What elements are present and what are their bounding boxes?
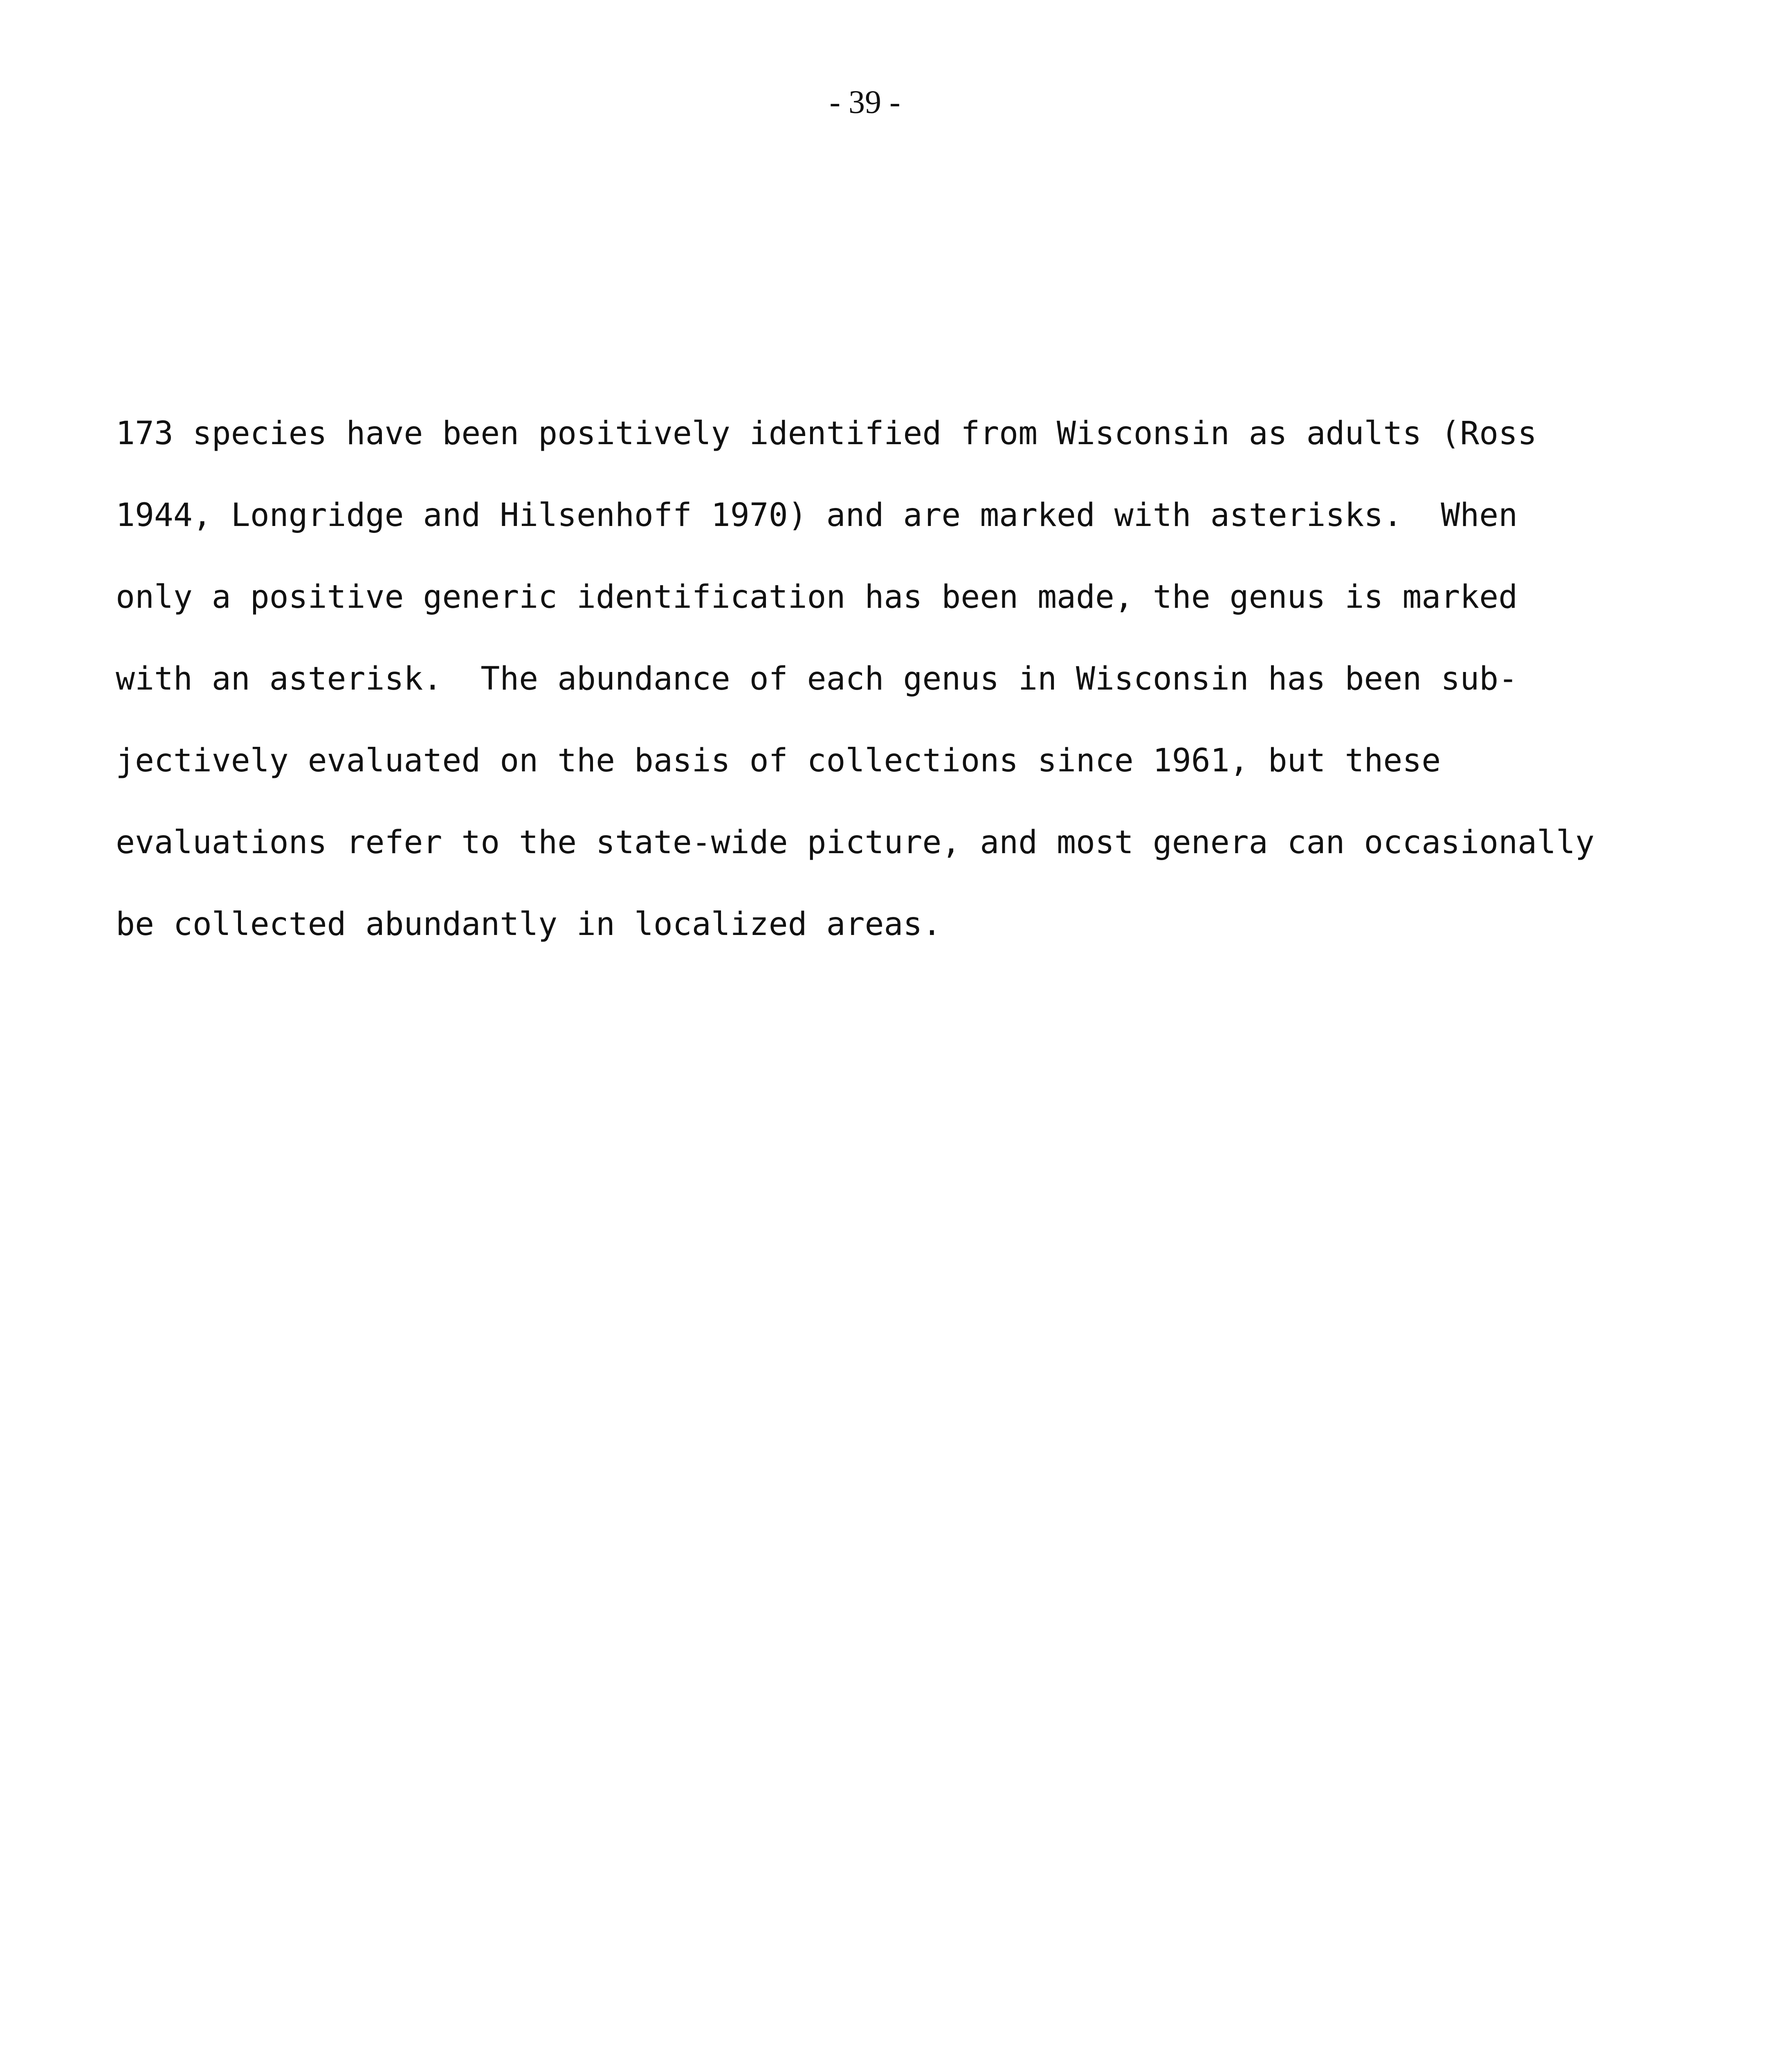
body-paragraph [116,393,1752,965]
text-line: 1944, Longridge and Hilsenhoff 1970) and are marked with asterisks. When [116,497,1518,534]
text-line: with an asterisk. The abundance of each genus in Wisconsin has been sub- [116,661,1518,697]
text-line: be collected abundantly in localized areas. [116,906,942,943]
text-line: only a positive generic identification has been made, the genus is marked [116,579,1518,616]
text-line: 173 species have been positively identified from Wisconsin as adults (Ross [116,415,1537,452]
text-line: jectively evaluated on the basis of collections since 1961, but these [116,742,1441,779]
page-number: - 39 - [829,84,900,120]
text-line: evaluations refer to the state-wide picture, and most genera can occasionally [116,824,1594,861]
